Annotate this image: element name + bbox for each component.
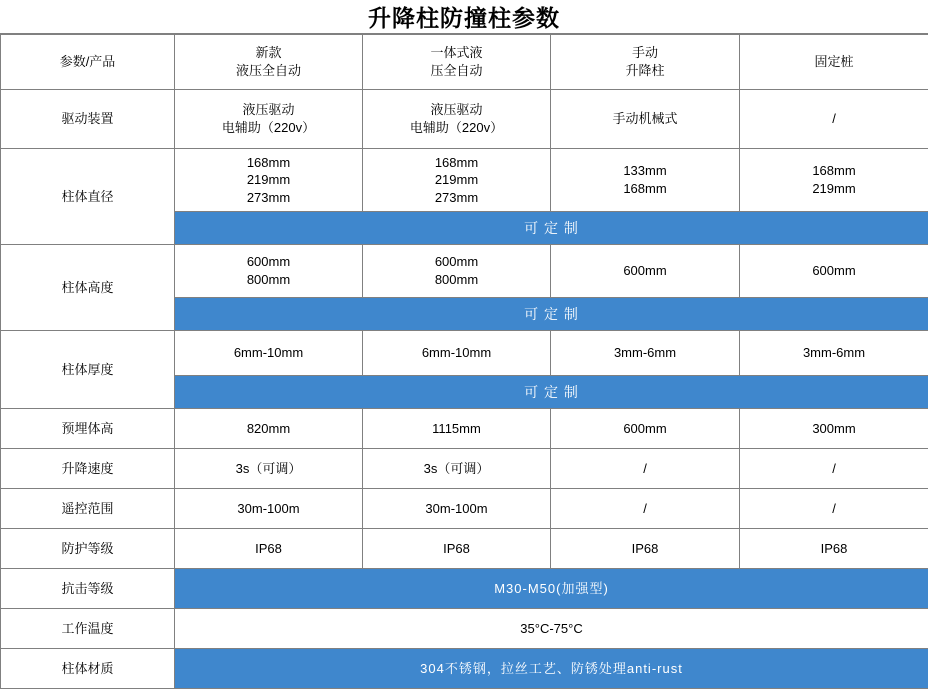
header-product-3-line2: 升降柱 — [553, 62, 737, 80]
diameter-custom-banner: 可 定 制 — [175, 212, 928, 245]
row-label-temperature: 工作温度 — [1, 609, 175, 649]
drive-c1-line2: 电辅助（220v） — [177, 119, 360, 137]
material-value: 304不锈钢，拉丝工艺、防锈处理anti-rust — [175, 649, 928, 689]
header-product-1 — [175, 35, 363, 90]
table-row-remote — [1, 489, 928, 529]
row-label-protection: 防护等级 — [1, 529, 175, 569]
protection-c1: IP68 — [175, 529, 363, 569]
table-row-speed — [1, 449, 928, 489]
thickness-c3: 3mm-6mm — [551, 331, 740, 376]
table-row-temperature — [1, 609, 928, 649]
row-label-remote: 遥控范围 — [1, 489, 175, 529]
table-row-thickness — [1, 331, 928, 376]
height-c3: 600mm — [551, 245, 740, 298]
diameter-c4-v2: 219mm — [742, 180, 926, 198]
speed-c4: / — [740, 449, 928, 489]
speed-c1: 3s（可调） — [175, 449, 363, 489]
diameter-c2 — [363, 149, 551, 212]
header-product-3-line1: 手动 — [553, 44, 737, 62]
diameter-c1-v1: 168mm — [177, 154, 360, 172]
thickness-c1: 6mm-10mm — [175, 331, 363, 376]
diameter-c2-v2: 219mm — [365, 171, 548, 189]
drive-c1 — [175, 90, 363, 149]
protection-c3: IP68 — [551, 529, 740, 569]
embed-c3: 600mm — [551, 409, 740, 449]
drive-c3: 手动机械式 — [551, 90, 740, 149]
header-product-4: 固定桩 — [740, 35, 928, 90]
height-c2-v2: 800mm — [365, 271, 548, 289]
remote-c2: 30m-100m — [363, 489, 551, 529]
row-label-speed: 升降速度 — [1, 449, 175, 489]
thickness-custom-banner: 可 定 制 — [175, 376, 928, 409]
remote-c4: / — [740, 489, 928, 529]
impact-value: M30-M50(加强型) — [175, 569, 928, 609]
diameter-c2-v3: 273mm — [365, 189, 548, 207]
embed-c2: 1115mm — [363, 409, 551, 449]
diameter-c3-v1: 133mm — [553, 162, 737, 180]
diameter-c3 — [551, 149, 740, 212]
diameter-c1 — [175, 149, 363, 212]
table-row-protection — [1, 529, 928, 569]
header-product-2 — [363, 35, 551, 90]
height-c1 — [175, 245, 363, 298]
height-c2 — [363, 245, 551, 298]
temperature-value: 35°C-75°C — [175, 609, 928, 649]
row-label-diameter: 柱体直径 — [1, 149, 175, 245]
embed-c4: 300mm — [740, 409, 928, 449]
diameter-c4 — [740, 149, 928, 212]
thickness-c2: 6mm-10mm — [363, 331, 551, 376]
diameter-c3-v2: 168mm — [553, 180, 737, 198]
protection-c4: IP68 — [740, 529, 928, 569]
page-title: 升降柱防撞柱参数 — [368, 0, 560, 33]
thickness-c4: 3mm-6mm — [740, 331, 928, 376]
diameter-c4-v1: 168mm — [742, 162, 926, 180]
table-header-row — [1, 35, 928, 90]
diameter-c2-v1: 168mm — [365, 154, 548, 172]
header-param: 参数/产品 — [1, 35, 175, 90]
height-c2-v1: 600mm — [365, 253, 548, 271]
speed-c2: 3s（可调） — [363, 449, 551, 489]
diameter-c1-v3: 273mm — [177, 189, 360, 207]
speed-c3: / — [551, 449, 740, 489]
drive-c1-line1: 液压驱动 — [177, 101, 360, 119]
drive-c2-line2: 电辅助（220v） — [365, 119, 548, 137]
header-product-2-line2: 压全自动 — [365, 62, 548, 80]
diameter-c1-v2: 219mm — [177, 171, 360, 189]
row-label-embed: 预埋体高 — [1, 409, 175, 449]
protection-c2: IP68 — [363, 529, 551, 569]
row-label-material: 柱体材质 — [1, 649, 175, 689]
table-row-diameter — [1, 149, 928, 212]
height-c1-v2: 800mm — [177, 271, 360, 289]
table-row-height — [1, 245, 928, 298]
table-row-drive — [1, 90, 928, 149]
header-product-2-line1: 一体式液 — [365, 44, 548, 62]
row-label-thickness: 柱体厚度 — [1, 331, 175, 409]
drive-c2-line1: 液压驱动 — [365, 101, 548, 119]
row-label-drive: 驱动装置 — [1, 90, 175, 149]
height-c1-v1: 600mm — [177, 253, 360, 271]
header-product-1-line2: 液压全自动 — [177, 62, 360, 80]
table-row-impact — [1, 569, 928, 609]
title-row — [0, 0, 928, 34]
header-product-3 — [551, 35, 740, 90]
table-row-embed — [1, 409, 928, 449]
spec-table — [0, 34, 928, 689]
remote-c1: 30m-100m — [175, 489, 363, 529]
table-row-material — [1, 649, 928, 689]
row-label-impact: 抗击等级 — [1, 569, 175, 609]
height-custom-banner: 可 定 制 — [175, 298, 928, 331]
header-product-1-line1: 新款 — [177, 44, 360, 62]
remote-c3: / — [551, 489, 740, 529]
drive-c4: / — [740, 90, 928, 149]
embed-c1: 820mm — [175, 409, 363, 449]
drive-c2 — [363, 90, 551, 149]
height-c4: 600mm — [740, 245, 928, 298]
row-label-height: 柱体高度 — [1, 245, 175, 331]
